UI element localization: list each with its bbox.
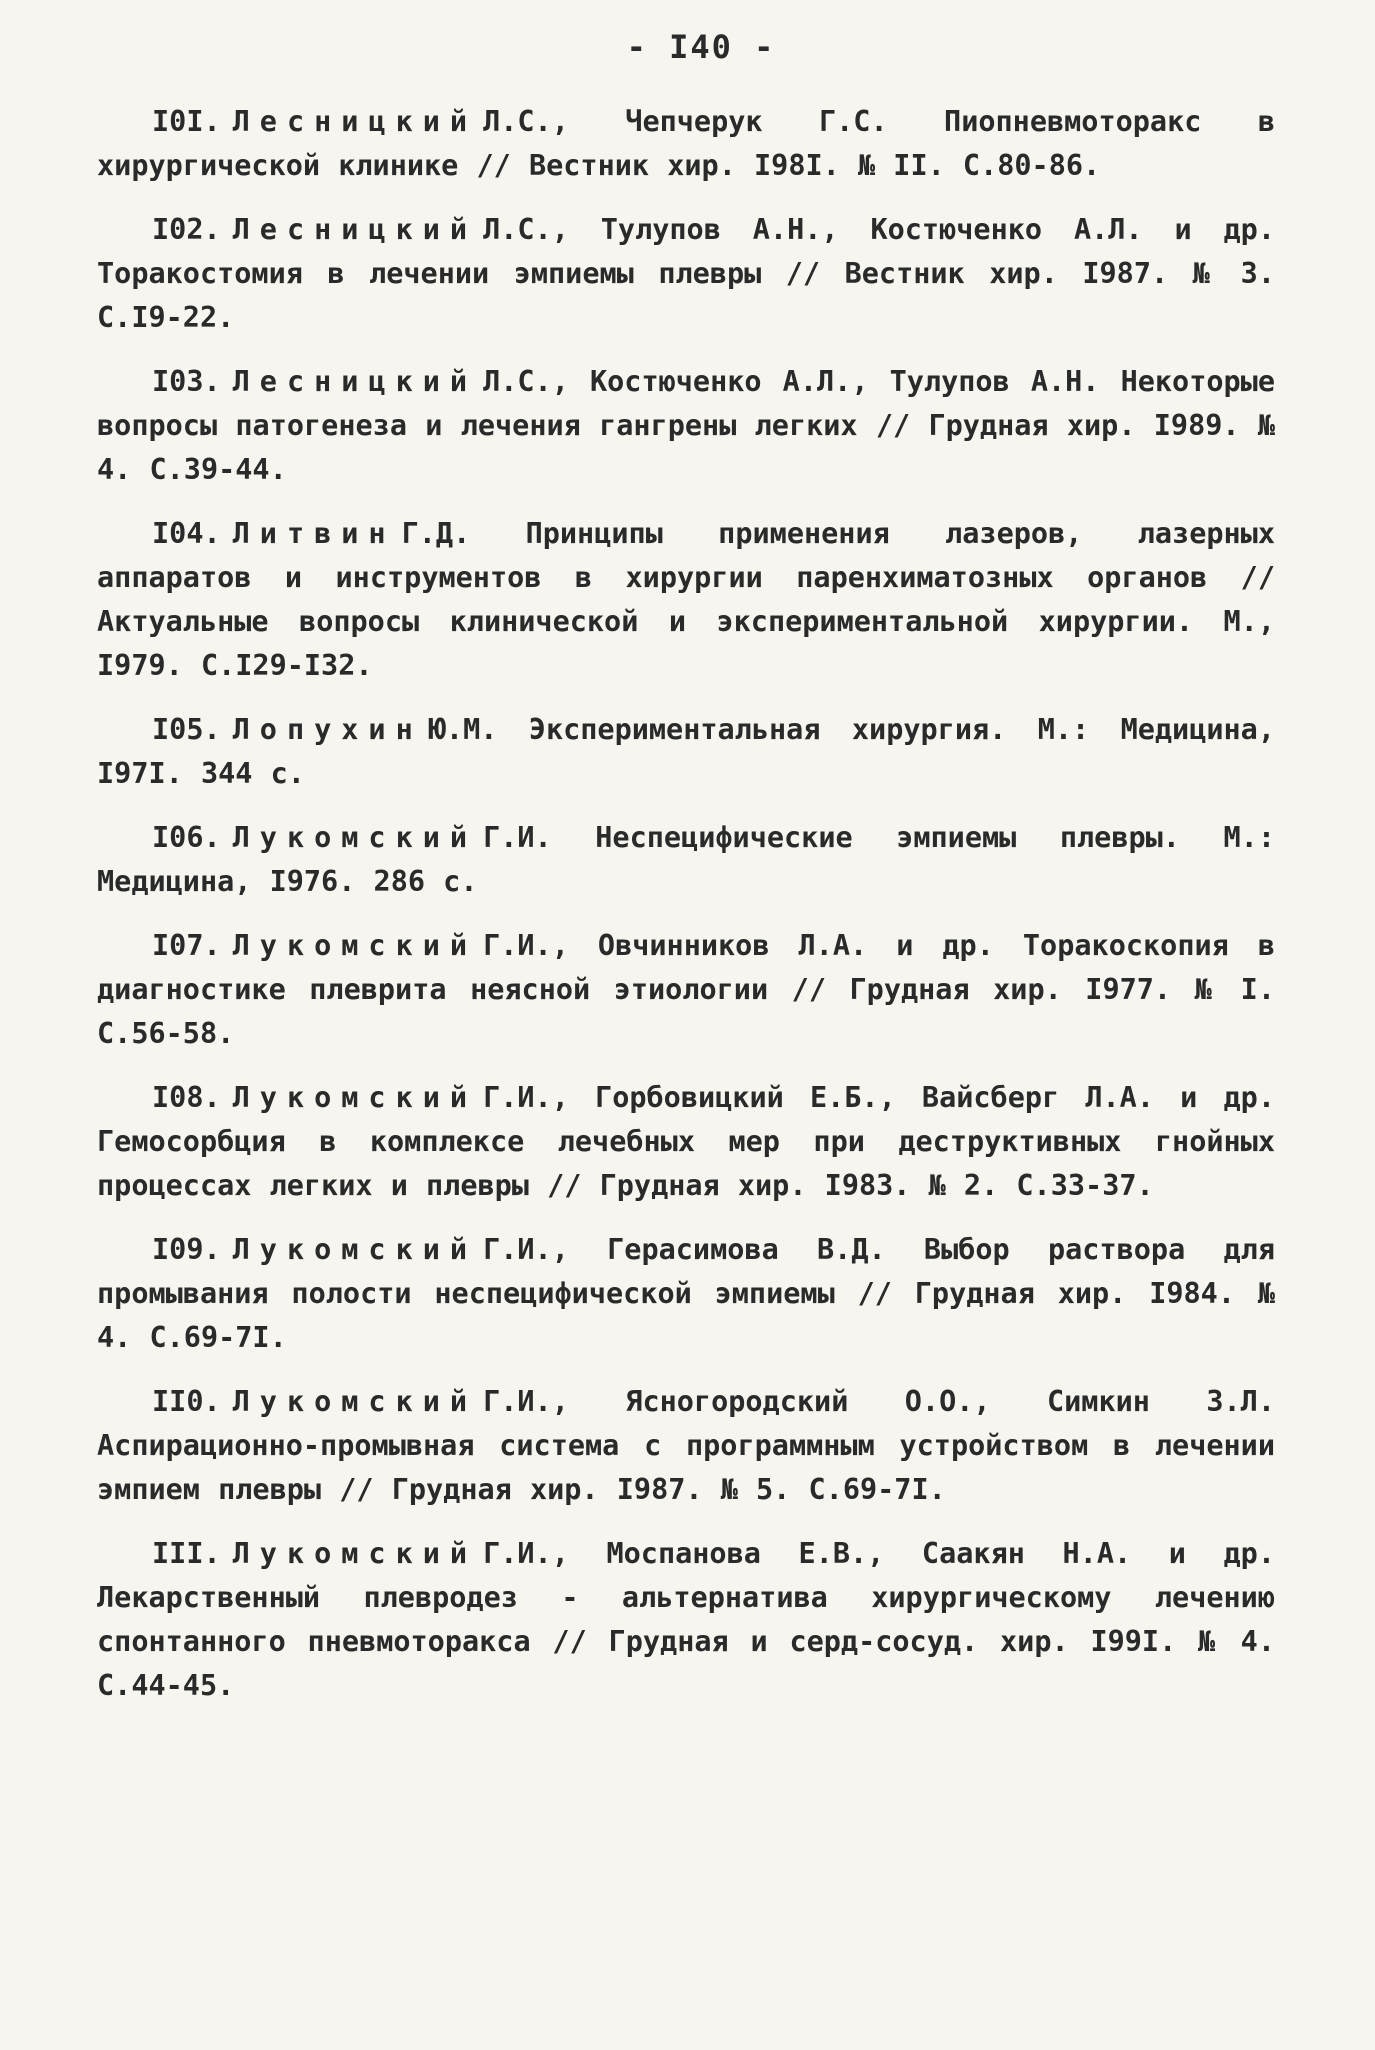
reference-item xyxy=(97,1228,1275,1360)
reference-author: Лесницкий xyxy=(232,365,478,398)
reference-text: Г.И., Ясногородский О.О., Симкин З.Л. Аспирационно-промывная система с программным устройством в лечении эмпием плевры // Грудная хир. I987. № 5. С.69-7I. xyxy=(97,1385,1275,1506)
reference-number: I07. xyxy=(152,929,221,962)
reference-number: I0I. xyxy=(152,105,221,138)
reference-text: Л.С., Тулупов А.Н., Костюченко А.Л. и др. Торакостомия в лечении эмпиемы плевры // Вестник хир. I987. № 3. С.I9-22. xyxy=(97,213,1275,334)
reference-number: I05. xyxy=(152,713,221,746)
reference-text: Г.И., Моспанова Е.В., Саакян Н.А. и др. Лекарственный плевродез - альтернатива хирургическому лечению спонтанного пневмоторакса // Грудная и серд-сосуд. хир. I99I. № 4. С.44-45. xyxy=(97,1537,1275,1702)
reference-item xyxy=(97,1380,1275,1512)
reference-item xyxy=(97,208,1275,340)
reference-author: Литвин xyxy=(232,517,396,550)
reference-text: Л.С., Чепчерук Г.С. Пиопневмоторакс в хирургической клинике // Вестник хир. I98I. № II. С.80-86. xyxy=(97,105,1275,182)
reference-item xyxy=(97,1076,1275,1208)
reference-text: Г.И., Герасимова В.Д. Выбор раствора для промывания полости неспецифической эмпиемы // Грудная хир. I984. № 4. С.69-7I. xyxy=(97,1233,1275,1354)
reference-number: II0. xyxy=(152,1385,221,1418)
reference-author: Лукомский xyxy=(232,929,478,962)
reference-author: Лукомский xyxy=(232,821,478,854)
reference-item xyxy=(97,708,1275,796)
reference-author: Лукомский xyxy=(232,1081,478,1114)
reference-number: III. xyxy=(152,1537,221,1570)
reference-number: I03. xyxy=(152,365,221,398)
reference-author: Лесницкий xyxy=(232,105,478,138)
reference-author: Лукомский xyxy=(232,1233,478,1266)
reference-author: Лукомский xyxy=(232,1537,478,1570)
reference-text: Ю.М. Экспериментальная хирургия. М.: Медицина, I97I. 344 с. xyxy=(97,713,1275,790)
reference-number: I02. xyxy=(152,213,221,246)
reference-number: I06. xyxy=(152,821,221,854)
reference-item xyxy=(97,924,1275,1056)
reference-number: I08. xyxy=(152,1081,221,1114)
reference-text: Г.И. Неспецифические эмпиемы плевры. М.: Медицина, I976. 286 с. xyxy=(97,821,1275,898)
reference-list xyxy=(97,100,1275,1708)
reference-text: Г.И., Горбовицкий Е.Б., Вайсберг Л.А. и др. Гемосорбция в комплексе лечебных мер при деструктивных гнойных процессах легких и плевры // Грудная хир. I983. № 2. С.33-37. xyxy=(97,1081,1275,1202)
reference-number: I09. xyxy=(152,1233,221,1266)
reference-text: Г.И., Овчинников Л.А. и др. Торакоскопия в диагностике плеврита неясной этиологии // Грудная хир. I977. № I. С.56-58. xyxy=(97,929,1275,1050)
reference-item xyxy=(97,100,1275,188)
reference-item xyxy=(97,816,1275,904)
reference-number: I04. xyxy=(152,517,221,550)
reference-text: Л.С., Костюченко А.Л., Тулупов А.Н. Некоторые вопросы патогенеза и лечения гангрены легких // Грудная хир. I989. № 4. С.39-44. xyxy=(97,365,1275,486)
reference-author: Лесницкий xyxy=(232,213,478,246)
reference-item xyxy=(97,512,1275,688)
reference-item xyxy=(97,1532,1275,1708)
reference-author: Лукомский xyxy=(232,1385,478,1418)
page-number: - I40 - xyxy=(626,28,776,66)
reference-author: Лопухин xyxy=(232,713,423,746)
reference-text: Г.Д. Принципы применения лазеров, лазерных аппаратов и инструментов в хирургии паренхиматозных органов // Актуальные вопросы клинической и экспериментальной хирургии. М., I979. С.I29-I32. xyxy=(97,517,1275,682)
reference-item xyxy=(97,360,1275,492)
